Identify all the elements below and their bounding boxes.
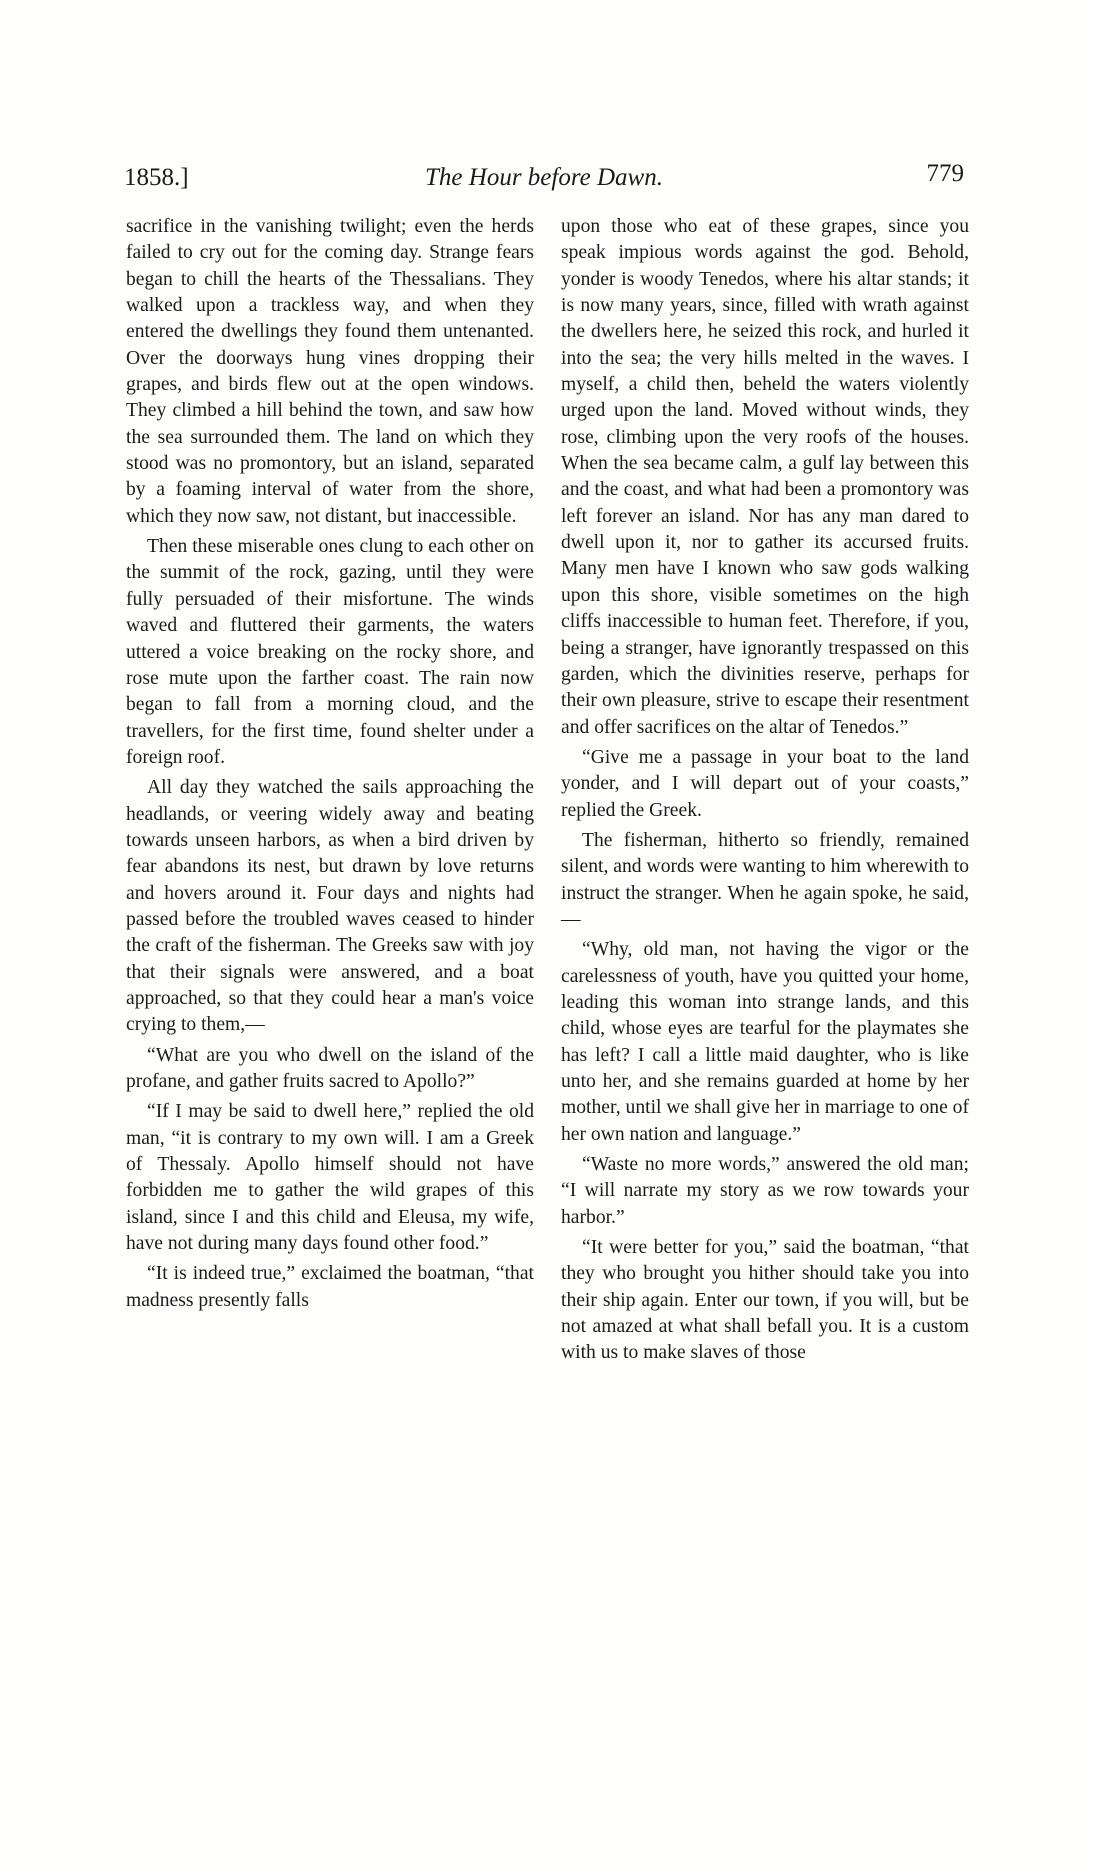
right-column xyxy=(561,214,969,1367)
running-header xyxy=(124,160,964,200)
left-column xyxy=(126,214,534,1314)
page-number: 779 xyxy=(926,160,964,187)
paragraph: Then these miserable ones clung to each other on the summit of the rock, gazing, until they were fully persuaded of their misfortune. The winds waved and fluttered their garments, the waters uttered a voice breaking on the rocky shore, and rose mute upon the farther coast. The rain now began to fall from a morning cloud, and the travellers, for the first time, found shelter under a foreign roof. xyxy=(126,536,534,768)
paragraph: “It were better for you,” said the boatman, “that they who brought you hither should take you into their ship again. Enter our town, if you will, but be not amazed at what shall befall you. It is a custom with us to make slaves of those xyxy=(561,1237,969,1364)
paragraph: All day they watched the sails approaching the headlands, or veering widely away and beating towards unseen harbors, as when a bird driven by fear abandons its nest, but drawn by love returns and hovers around it. Four days and nights had passed before the troubled waves ceased to hinder the craft of the fisherman. The Greeks saw with joy that their signals were answered, and a boat approached, so that they could hear a man's voice crying to them,— xyxy=(126,777,534,1036)
header-title: The Hour before Dawn. xyxy=(425,164,663,191)
paragraph: “If I may be said to dwell here,” replied the old man, “it is contrary to my own will. I am a Greek of Thessaly. Apollo himself should not have forbidden me to gather the wild grapes of this island, since I and this child and Eleusa, my wife, have not during many days found other food.” xyxy=(126,1101,534,1255)
paragraph: “What are you who dwell on the island of the profane, and gather fruits sacred to Apollo?” xyxy=(126,1044,534,1092)
paragraph: “Waste no more words,” answered the old man; “I will narrate my story as we row towards your harbor.” xyxy=(561,1154,969,1228)
paragraph: upon those who eat of these grapes, since you speak impious words against the god. Behold, yonder is woody Tenedos, where his altar stands; it is now many years, since, filled with wrath against the dwellers here, he seized this rock, and hurled it into the sea; the very hills melted in the waves. I myself, a child then, beheld the waters violently urged upon the land. Moved without winds, they rose, climbing upon the very roofs of the houses. When the sea became calm, a gulf lay between this and the coast, and what had been a promontory was left forever an island. Nor has any man dared to dwell upon it, nor to gather its accursed fruits. Many men have I known who saw gods walking upon this shore, visible sometimes on the high cliffs inaccessible to human feet. Therefore, if you, being a stranger, have ignorantly trespassed on this garden, which the divinities reserve, perhaps for their own pleasure, strive to escape their resentment and offer sacrifices on the altar of Tenedos.” xyxy=(561,216,969,738)
header-year: 1858.] xyxy=(124,164,189,191)
paragraph: sacrifice in the vanishing twilight; even the herds failed to cry out for the coming day. Strange fears began to chill the hearts of the Thessalians. They walked upon a trackless way, and when they entered the dwellings they found them untenanted. Over the doorways hung vines dropping their grapes, and birds flew out at the open windows. They climbed a hill behind the town, and saw how the sea surrounded them. The land on which they stood was no promontory, but an island, separated by a foaming interval of water from the shore, which they now saw, not distant, but inaccessible. xyxy=(126,216,534,527)
paragraph: The fisherman, hitherto so friendly, remained silent, and words were wanting to him wherewith to instruct the stranger. When he again spoke, he said,— xyxy=(561,829,969,930)
paragraph: “Why, old man, not having the vigor or the carelessness of youth, have you quitted your home, leading this woman into strange lands, and this child, whose eyes are tearful for the playmates she has left? I call a little maid daughter, who is like unto her, and she remains guarded at home by her mother, until we shall give her in marriage to one of her own nation and language.” xyxy=(561,939,969,1145)
paragraph: “Give me a passage in your boat to the land yonder, and I will depart out of your coasts,” replied the Greek. xyxy=(561,746,969,821)
paragraph: “It is indeed true,” exclaimed the boatman, “that madness presently falls xyxy=(126,1263,534,1311)
